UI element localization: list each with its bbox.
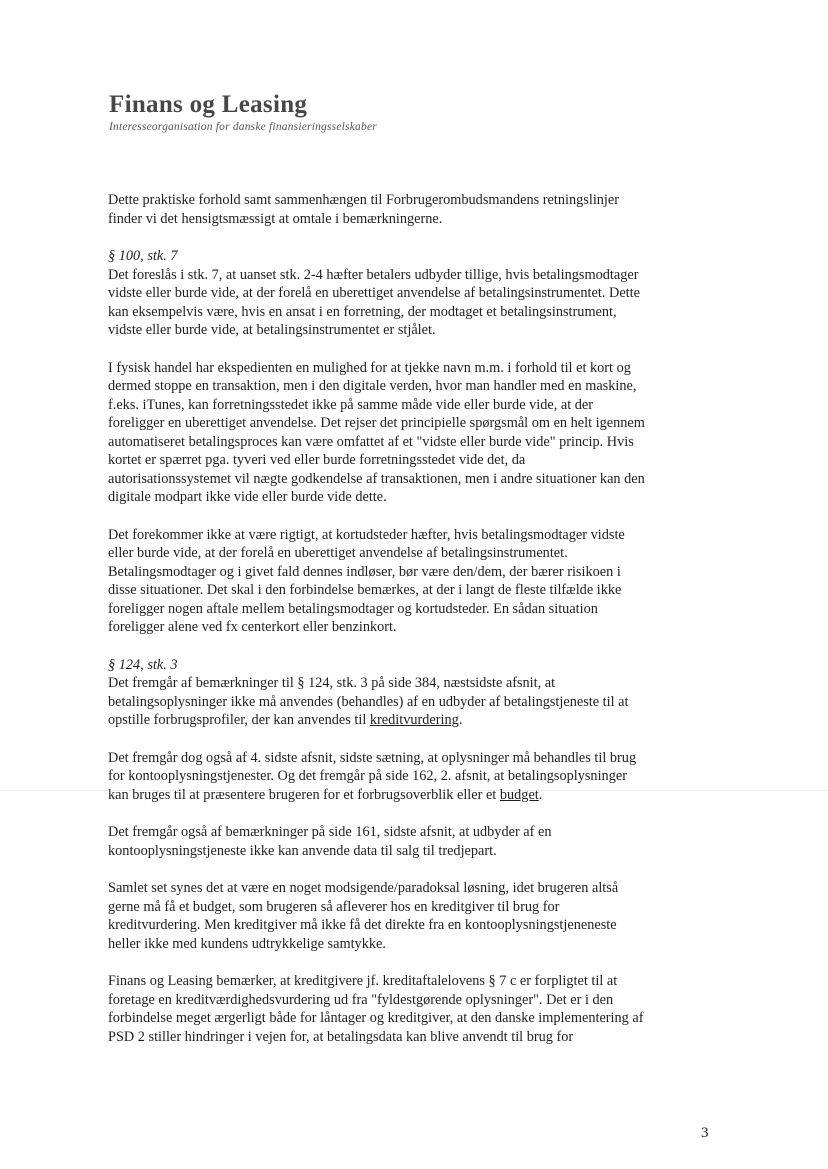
text-line: vidste eller burde vide, at der forelå en uberettiget anvendelse af betalingsinstrumentet. Dette (108, 285, 640, 301)
letterhead (109, 90, 377, 133)
underlined-term: kreditvurdering (369, 712, 459, 728)
text-line: Det forekommer ikke at være rigtigt, at kortudsteder hæfter, hvis betalingsmodtager vidste (108, 526, 625, 543)
text-line: kan eksempelvis være, hvis en ansat i en forretning, der modtaget et betalingsinstrument, (108, 303, 617, 320)
text-line: Betalingsmodtager og i givet fald dennes indløser, bør være den/dem, der bærer risikoen i (108, 563, 621, 580)
text-line: f.eks. iTunes, kan forretningsstedet ikke på samme måde vide eller burde vide, at der (108, 396, 594, 413)
text-line: digitale modpart ikke vide eller burde vide dette. (108, 489, 387, 505)
underlined-term: budget (499, 786, 539, 803)
text-line: Det foreslås i stk. 7, at uanset stk. 2-4 hæfter betalers udbyder tillige, hvis betalingsmodtager (108, 266, 639, 283)
text-line: autorisationssystemet vil nægte godkendelse af transaktionen, men i andre situationer kan den (108, 470, 645, 487)
organization-tagline: Interesseorganisation for danske finansieringsselskaber (109, 121, 377, 133)
text-line: kan bruges til at præsentere brugeren for et forbrugsoverblik eller et budget. (108, 786, 543, 803)
text-line: kreditvurdering. Men kreditgiver må ikke få det direkte fra en kontooplysningstjeneneste (108, 917, 617, 933)
text-line: vidste eller burde vide, at betalingsinstrumentet er stjålet. (108, 322, 436, 338)
text-line: foreligger en uberettiget anvendelse. Det rejser det principielle spørgsmål om en helt igennem (108, 415, 645, 431)
paragraph (108, 972, 708, 1046)
text-line: Finans og Leasing bemærker, at kreditgivere jf. kreditaftalelovens § 7 c er forpligtet til at (108, 973, 618, 989)
text-line: automatiseret betalingsproces kan være omfattet af et "vidste eller burde vide" princip. Hvis (108, 433, 634, 450)
text-line: betalingsoplysninger ikke må anvendes (behandles) af en udbyder af betalingstjeneste til at (108, 693, 629, 710)
text-line: Samlet set synes det at være en noget modsigende/paradoksal løsning, idet brugeren altså (108, 880, 619, 896)
text-line: PSD 2 stiller hindringer i vejen for, at betalingsdata kan blive anvendt til brug for (108, 1028, 574, 1045)
text-line: heller ikke med kundens udtrykkelige samtykke. (108, 935, 386, 952)
document-body (108, 191, 708, 1065)
text-line: dermed stoppe en transaktion, men i den digitale verden, hvor man handler med en maskine, (108, 378, 637, 394)
paragraph (108, 749, 708, 805)
section-heading: § 100, stk. 7 (108, 248, 178, 264)
paragraph (108, 526, 708, 637)
text-line: foreligger nogen aftale mellem betalingsmodtager og kortudsteder. En sådan situation (108, 600, 598, 617)
text-line: for kontooplysningstjenester. Og det fremgår på side 162, 2. afsnit, at betalingsoplysninger (108, 768, 627, 784)
paragraph (108, 823, 708, 860)
text-line: Det fremgår dog også af 4. sidste afsnit, sidste sætning, at oplysninger må behandles til brug (108, 749, 637, 766)
text-line: Det fremgår af bemærkninger til § 124, stk. 3 på side 384, næstsidste afsnit, at (108, 675, 556, 691)
paragraph (108, 247, 708, 340)
text-line: disse situationer. Det skal i den forbindelse bemærkes, at der i langt de fleste tilfælde ikke (108, 582, 622, 598)
paragraph (108, 656, 708, 730)
text-line: kontooplysningstjeneste ikke kan anvende data til salg til tredjepart. (108, 842, 497, 859)
text-line: foreligger alene ved fx centerkort eller benzinkort. (108, 619, 397, 635)
organization-name: Finans og Leasing (109, 91, 308, 118)
paragraph (108, 359, 708, 507)
text-line: kortet er spærret pga. tyveri ved eller burde forretningsstedet vide det, da (108, 452, 526, 468)
text-line: eller burde vide, at der forelå en uberettiget anvendelse af betalingsinstrumentet. (108, 545, 568, 561)
page-number: 3 (701, 1125, 709, 1141)
text-line: gerne må få et budget, som brugeren så afleverer hos en kreditgiver til brug for (108, 898, 560, 915)
text-line: foretage en kreditværdighedsvurdering ud fra "fyldestgørende oplysninger". Det er i den (108, 991, 614, 1008)
text-line: finder vi det hensigtsmæssigt at omtale i bemærkningerne. (108, 210, 443, 227)
text-line: Dette praktiske forhold samt sammenhængen til Forbrugerombudsmandens retningslinjer (108, 192, 620, 208)
paragraph (108, 879, 708, 953)
section-heading: § 124, stk. 3 (108, 656, 178, 673)
text-line: I fysisk handel har ekspedienten en mulighed for at tjekke navn m.m. i forhold til et kort og (108, 359, 631, 376)
paragraph (108, 191, 708, 228)
text-line: Det fremgår også af bemærkninger på side 161, sidste afsnit, at udbyder af en (108, 824, 552, 840)
text-line: opstille forbrugsprofiler, der kan anvendes til kreditvurdering. (108, 712, 463, 728)
text-line: forbindelse meget ærgerligt både for låntager og kreditgiver, at den danske implementering af (108, 1010, 644, 1026)
